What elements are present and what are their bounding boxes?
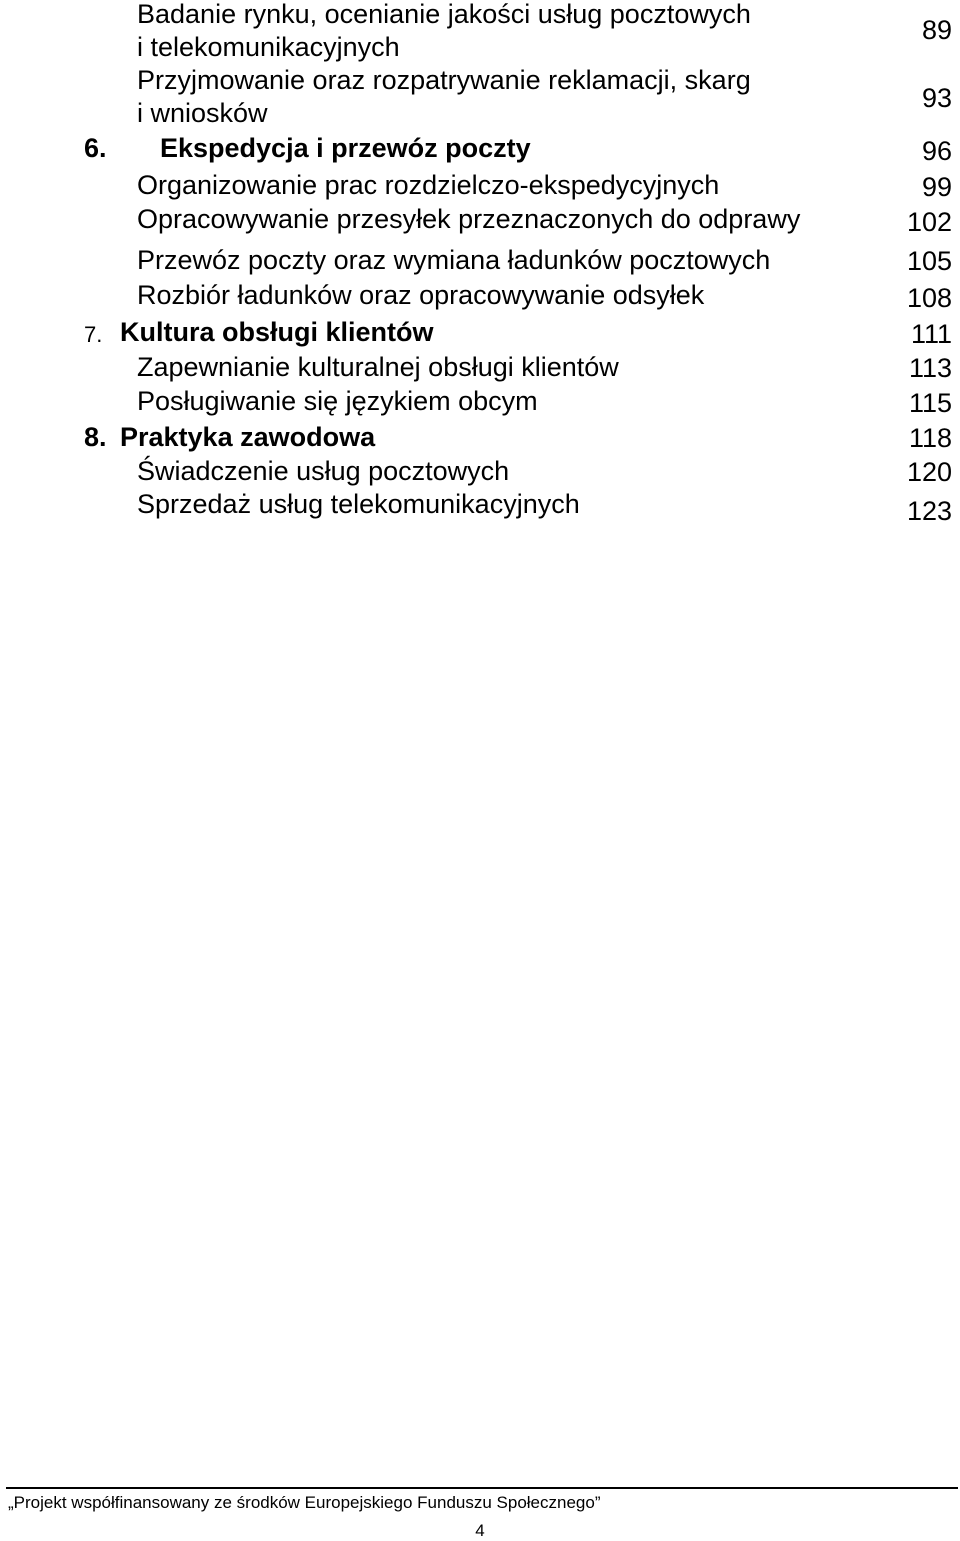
toc-entry-page: 113 (908, 353, 952, 383)
toc-entry-page: 111 (910, 319, 952, 349)
toc-chapter-number: 6. (84, 133, 107, 163)
toc-entry-page: 96 (921, 136, 952, 166)
toc-entry-title-line: Rozbiór ładunków oraz opracowywanie odsyłek (137, 280, 705, 310)
toc-entry-page: 102 (906, 207, 952, 237)
toc-entry-title-line: Przewóz poczty oraz wymiana ładunków pocztowych (137, 245, 771, 275)
toc-entry-page: 118 (908, 423, 952, 453)
toc-entry-title-line: Opracowywanie przesyłek przeznaczonych do odprawy (137, 204, 801, 234)
toc-entry-title-line: Sprzedaż usług telekomunikacyjnych (137, 489, 580, 519)
toc-chapter-title: Kultura obsługi klientów (120, 317, 434, 347)
toc-entry-page: 120 (906, 457, 952, 487)
footer-divider (6, 1487, 958, 1489)
toc-entry-page: 93 (921, 83, 952, 113)
toc-entry-page: 89 (921, 15, 952, 45)
footer-funding-note: „Projekt współfinansowany ze środków Europejskiego Funduszu Społecznego” (8, 1493, 601, 1512)
toc-entry-title-line: Przyjmowanie oraz rozpatrywanie reklamacji, skarg (137, 65, 751, 95)
toc-chapter-title: Ekspedycja i przewóz poczty (160, 133, 531, 163)
toc-entry-title-line: Posługiwanie się językiem obcym (137, 386, 538, 416)
toc-entry-page: 115 (908, 388, 952, 418)
toc-entry-title-line: Organizowanie prac rozdzielczo-ekspedycyjnych (137, 170, 720, 200)
toc-chapter-title: Praktyka zawodowa (120, 422, 376, 452)
toc-entry-title-line: Badanie rynku, ocenianie jakości usług pocztowych (137, 0, 751, 29)
toc-chapter-number: 8. (84, 422, 107, 452)
toc-entry-title-line: Świadczenie usług pocztowych (137, 456, 510, 486)
toc-chapter-number: 7. (84, 322, 103, 347)
toc-entry-title-line: Zapewnianie kulturalnej obsługi klientów (137, 352, 619, 382)
toc-entry-page: 108 (906, 283, 952, 313)
toc-entry-page: 105 (906, 246, 952, 276)
toc-entry-page: 123 (906, 496, 952, 526)
toc-entry-title-line: i wniosków (137, 98, 268, 128)
toc-entry-page: 99 (921, 172, 952, 202)
page-number: 4 (475, 1521, 485, 1540)
toc-entry-title-line: i telekomunikacyjnych (137, 32, 400, 62)
